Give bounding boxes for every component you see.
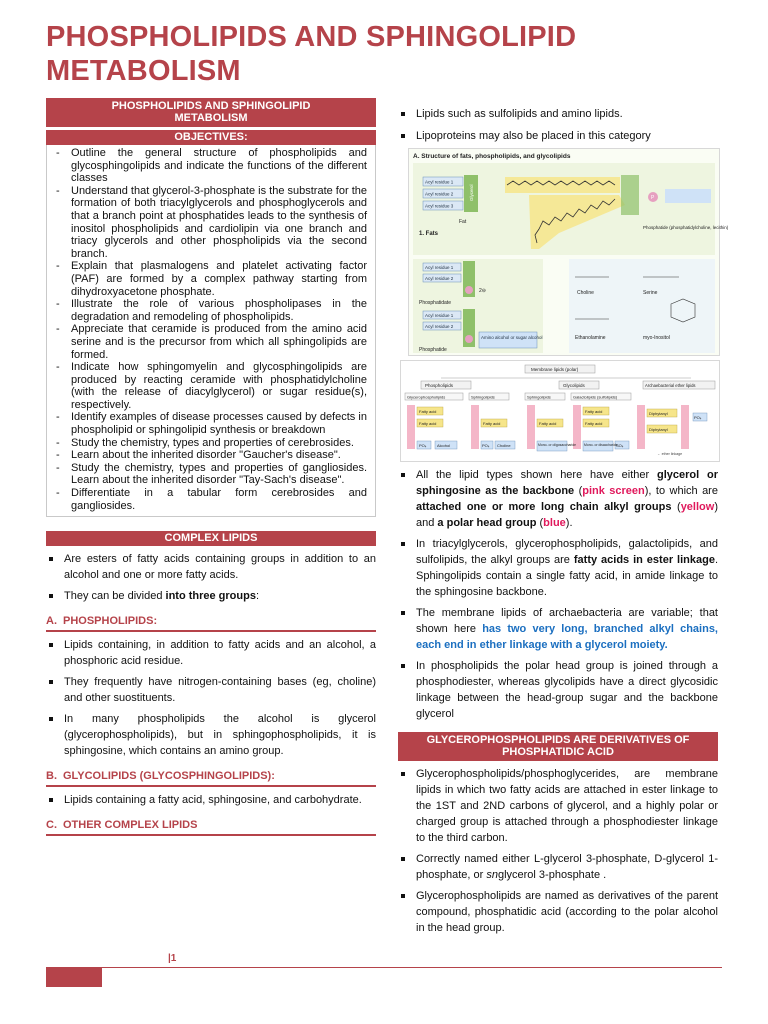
list-item bbox=[398, 605, 718, 653]
objective-item: - Illustrate the role of various phospholipases in the degradation and remodeling of phospholipids. bbox=[53, 298, 367, 323]
phosphatide-label: Phosphatide bbox=[419, 347, 447, 353]
structure-diagram bbox=[409, 149, 729, 355]
text-run: ( bbox=[536, 517, 544, 529]
list-item: Glycerophospholipids/phosphoglycerides, are membrane lipids in which two fatty acids are attached in ester linkage to the 1ST and 2ND carbons of glycerol, and a highly polar or charged group is attached through a phosphodiester linkage to the third carbon. bbox=[398, 766, 718, 846]
acyl-label: Acyl residue 3 bbox=[425, 203, 454, 209]
text-run: ( bbox=[574, 485, 583, 497]
top-list bbox=[398, 106, 718, 144]
pink-text: pink screen bbox=[582, 485, 645, 497]
complex-lipids-list bbox=[46, 551, 376, 604]
phosphate-circle bbox=[465, 286, 473, 294]
list-item: Lipids containing a fatty acid, sphingosine, and carbohydrate. bbox=[46, 792, 376, 808]
membrane-lipids-diagram bbox=[401, 361, 719, 461]
list-item: In many phospholipids the alcohol is glycerol (glycerophospholipids), but in sphingophospholipids, it is sphingosine, which contains an amino group. bbox=[46, 711, 376, 759]
list-item: Lipids containing, in addition to fatty acids and an alcohol, a phosphoric acid residue. bbox=[46, 637, 376, 669]
text-run: ( bbox=[671, 501, 681, 513]
objective-item: - Indicate how sphingomyelin and glycosphingolipids are produced by reacting ceramide with phosphatidylcholine (with the release of diacylglycerol) or sugar residue(s), respectively. bbox=[53, 361, 367, 411]
acyl-label: Acyl residue 1 bbox=[425, 179, 454, 185]
fat-label: Fat bbox=[459, 219, 467, 225]
objective-item: - Appreciate that ceramide is produced from the amino acid serine and is the precursor from which all sphingolipids are formed. bbox=[53, 323, 367, 361]
left-column bbox=[46, 98, 376, 836]
title-line-2: METABOLISM bbox=[46, 55, 241, 87]
fats-label: 1. Fats bbox=[419, 231, 439, 237]
objective-item: - Study the chemistry, types and properties of cerebrosides. bbox=[53, 437, 367, 450]
sphingosine-backbone bbox=[471, 405, 479, 449]
fatty-acid-label: Fatty acid bbox=[539, 421, 557, 426]
po4-label: PO₄ bbox=[419, 443, 427, 448]
phosphate-circle bbox=[465, 335, 473, 343]
choline-label: Choline bbox=[577, 290, 594, 296]
acyl-label: Acyl residue 1 bbox=[425, 313, 454, 318]
list-item: In phospholipids the polar head group is joined through a phosphodiester, whereas glycolipids have a direct glycosidic linkage between the head-group sugar and the backbone glycerol bbox=[398, 658, 718, 722]
section-b-heading bbox=[46, 769, 376, 787]
text-run: glycerol 3-phosphate . bbox=[497, 869, 607, 881]
bold-text: fatty acids in ester linkage bbox=[573, 554, 715, 566]
phosphatidate-label: Phosphatidate bbox=[419, 300, 451, 306]
complex-lipids-banner: COMPLEX LIPIDS bbox=[46, 531, 376, 546]
fatty-acid-label: Fatty acid bbox=[585, 421, 603, 426]
section-c-heading bbox=[46, 818, 376, 836]
serine-label: Serine bbox=[643, 290, 658, 296]
ether-linkage-label: ← ether linkage bbox=[657, 452, 683, 456]
root-label: Membrane lipids (polar) bbox=[531, 367, 579, 372]
fatty-acid-label: Fatty acid bbox=[419, 421, 437, 426]
text-run: ), to which are bbox=[644, 485, 718, 497]
text-run: ) and bbox=[416, 501, 718, 529]
disaccharide-label: Mono- or disaccharide bbox=[584, 443, 618, 447]
footer-bar bbox=[46, 967, 102, 987]
figure-heading: A. Structure of fats, phospholipids, and glycolipids bbox=[413, 153, 571, 160]
bold-text: glycerol or sphingosine as the backbone bbox=[416, 469, 718, 497]
list-item: They frequently have nitrogen-containing bases (eg, choline) and other suostituents. bbox=[46, 674, 376, 706]
text-run: : bbox=[255, 590, 260, 603]
alcohol-label: Alcohol bbox=[437, 443, 451, 448]
acyl-label: Acyl residue 2 bbox=[425, 324, 454, 329]
section-label: PHOSPHOLIPIDS: bbox=[63, 615, 158, 628]
fatty-acid-label: Fatty acid bbox=[419, 409, 437, 414]
choline-head bbox=[665, 189, 711, 203]
list-item bbox=[398, 851, 718, 883]
amino-alcohol-label: Amino alcohol or sugar alcohol bbox=[481, 335, 543, 340]
text-run: The membrane lipids of archaebacteria are variable; that shown here bbox=[416, 607, 718, 635]
glycerol-backbone bbox=[681, 405, 689, 449]
objectives-box bbox=[46, 145, 376, 517]
sphingolipids-label: Sphingolipids bbox=[471, 394, 495, 400]
bold-text: a polar head group bbox=[437, 517, 537, 529]
objective-item: - Explain that plasmalogens and platelet activating factor (PAF) are formed by a complex pathway starting from dihydroxyacetone phosphate. bbox=[53, 260, 367, 298]
diphytanyl-label: Diphytanyl bbox=[649, 427, 668, 432]
banner-line-1: GLYCEROPHOSPHOLIPIDS ARE DERIVATIVES OF bbox=[426, 734, 690, 746]
objective-item: - Differentiate in a tabular form cerebrosides and gangliosides. bbox=[53, 487, 367, 512]
page-number: |1 bbox=[168, 953, 177, 964]
archaebacterial-label: Archaebacterial ether lipids bbox=[645, 383, 696, 388]
list-item: Glycerophospholipids are named as derivatives of the parent compound, phosphatidic acid (according to the polar alcohol in the head group. bbox=[398, 888, 718, 936]
section-letter: C. bbox=[46, 819, 57, 832]
section-banner bbox=[46, 98, 376, 127]
fatty-acid-label: Fatty acid bbox=[483, 421, 501, 426]
section-label: OTHER COMPLEX LIPIDS bbox=[63, 819, 198, 832]
objective-item: - Understand that glycerol-3-phosphate is the substrate for the formation of both triacylglycerols and phosphoglycerols and that a branch point at phosphatides leads to the synthesis of inositol phospholipids and cardiolipin via one branch and triacy glycerols and other phospholipids via the second branch. bbox=[53, 185, 367, 261]
section-label: GLYCOLIPIDS (GLYCOSPHINGOLIPIDS): bbox=[63, 770, 275, 783]
title-line-1: PHOSPHOLIPIDS AND SPHINGOLIPID bbox=[46, 21, 577, 53]
text-run: All the lipid types shown here have either bbox=[416, 469, 657, 481]
glycerol-backbone bbox=[637, 405, 645, 449]
text-run: Correctly named either L-glycerol 3-phosphate, D-glycerol 1-phosphate, or bbox=[416, 853, 718, 881]
phosphate-label: P bbox=[651, 195, 655, 201]
lipid-types-list bbox=[398, 467, 718, 722]
section-letter: B. bbox=[46, 770, 57, 783]
banner-line-2: METABOLISM bbox=[174, 112, 248, 124]
italic-text: sn bbox=[486, 869, 498, 881]
banner-line-1: PHOSPHOLIPIDS AND SPHINGOLIPID bbox=[111, 100, 311, 112]
acyl-label: Acyl residue 1 bbox=[425, 265, 454, 270]
list-item bbox=[398, 536, 718, 600]
list-item: Lipids such as sulfolipids and amino lipids. bbox=[398, 106, 718, 122]
phosphatide-pc-label: Phosphatide (phosphatidylcholine, lecithin) bbox=[643, 225, 729, 230]
yellow-text: yellow bbox=[680, 501, 715, 513]
bold-text: attached one or more long chain alkyl groups bbox=[416, 501, 672, 513]
sphingosine-backbone bbox=[527, 405, 535, 449]
acyl-label: Acyl residue 2 bbox=[425, 276, 454, 281]
text-run: ). bbox=[565, 517, 573, 529]
glycerol-backbone bbox=[407, 405, 415, 449]
charge-label: 2⊖ bbox=[479, 288, 486, 294]
bold-text: into three groups bbox=[165, 590, 256, 603]
objectives-list bbox=[53, 147, 367, 512]
list-item bbox=[46, 588, 376, 604]
oligosaccharide-label: Mono- or oligosaccharide bbox=[538, 443, 577, 447]
glycerophospholipids-list bbox=[398, 766, 718, 936]
so4-label: SO₄ bbox=[616, 443, 624, 448]
glycerol-label: Glycerol bbox=[469, 184, 474, 201]
ethanolamine-label: Ethanolamine bbox=[575, 335, 606, 341]
objectives-banner: OBJECTIVES: bbox=[46, 130, 376, 145]
inositol-label: myo-Inositol bbox=[643, 335, 670, 341]
objective-item: - Study the chemistry, types and properties of gangliosides. Learn about the inherited disorder "Tay-Sach's disease". bbox=[53, 462, 367, 487]
section-a-heading bbox=[46, 614, 376, 632]
galactolipids-label: Galactolipids (sulfolipids) bbox=[573, 394, 618, 400]
list-item: Lipoproteins may also be placed in this category bbox=[398, 128, 718, 144]
glycolipids-list bbox=[46, 792, 376, 808]
text-run: In triacylglycerols, glycerophospholipids, galactolipids, and sulfolipids, the alkyl groups are bbox=[416, 538, 718, 566]
blue-text: has two very long, branched alkyl chains, each end in ether linkage with a glycerol moiety. bbox=[416, 623, 718, 651]
phospholipids-label: Phospholipids bbox=[425, 383, 454, 388]
po4-label: PO₄ bbox=[694, 415, 702, 420]
objective-item: - Learn about the inherited disorder "Gaucher's disease". bbox=[53, 449, 367, 462]
list-item bbox=[398, 467, 718, 531]
glycerophospholipids-banner bbox=[398, 732, 718, 761]
phospholipids-list bbox=[46, 637, 376, 759]
glycerophospholipids-label: Glycerophospholipids bbox=[407, 394, 446, 400]
objective-item: - Identify examples of disease processes caused by defects in phospholipid or sphingolipid synthesis or breakdown bbox=[53, 411, 367, 436]
glycolipids-label: Glycolipids bbox=[563, 383, 585, 388]
right-column bbox=[398, 104, 729, 936]
acyl-label: Acyl residue 2 bbox=[425, 191, 454, 197]
section-letter: A. bbox=[46, 615, 57, 628]
structure-figure bbox=[408, 148, 729, 356]
list-item: Are esters of fatty acids containing groups in addition to an alcohol and one or more fatty acids. bbox=[46, 551, 376, 583]
diphytanyl-label: Diphytanyl bbox=[649, 411, 668, 416]
glycerol-backbone bbox=[621, 175, 639, 215]
po4-label: PO₄ bbox=[482, 443, 490, 448]
choline-label: Choline bbox=[497, 443, 511, 448]
sphingolipids-label-2: Sphingolipids bbox=[527, 394, 551, 400]
membrane-lipids-figure bbox=[400, 360, 720, 462]
footer-line bbox=[102, 967, 722, 968]
blue-word: blue bbox=[543, 517, 566, 529]
fatty-acid-label: Fatty acid bbox=[585, 409, 603, 414]
objective-item: - Outline the general structure of phospholipids and glycosphingolipids and indicate the functions of the different classes bbox=[53, 147, 367, 185]
text-run: . Sphingolipids contain a single fatty acid, in amide linkage to the sphingosine backbone. bbox=[416, 554, 719, 598]
banner-line-2: PHOSPHATIDIC ACID bbox=[502, 746, 614, 758]
page-title bbox=[46, 20, 746, 88]
text-run: They can be divided bbox=[64, 590, 166, 603]
